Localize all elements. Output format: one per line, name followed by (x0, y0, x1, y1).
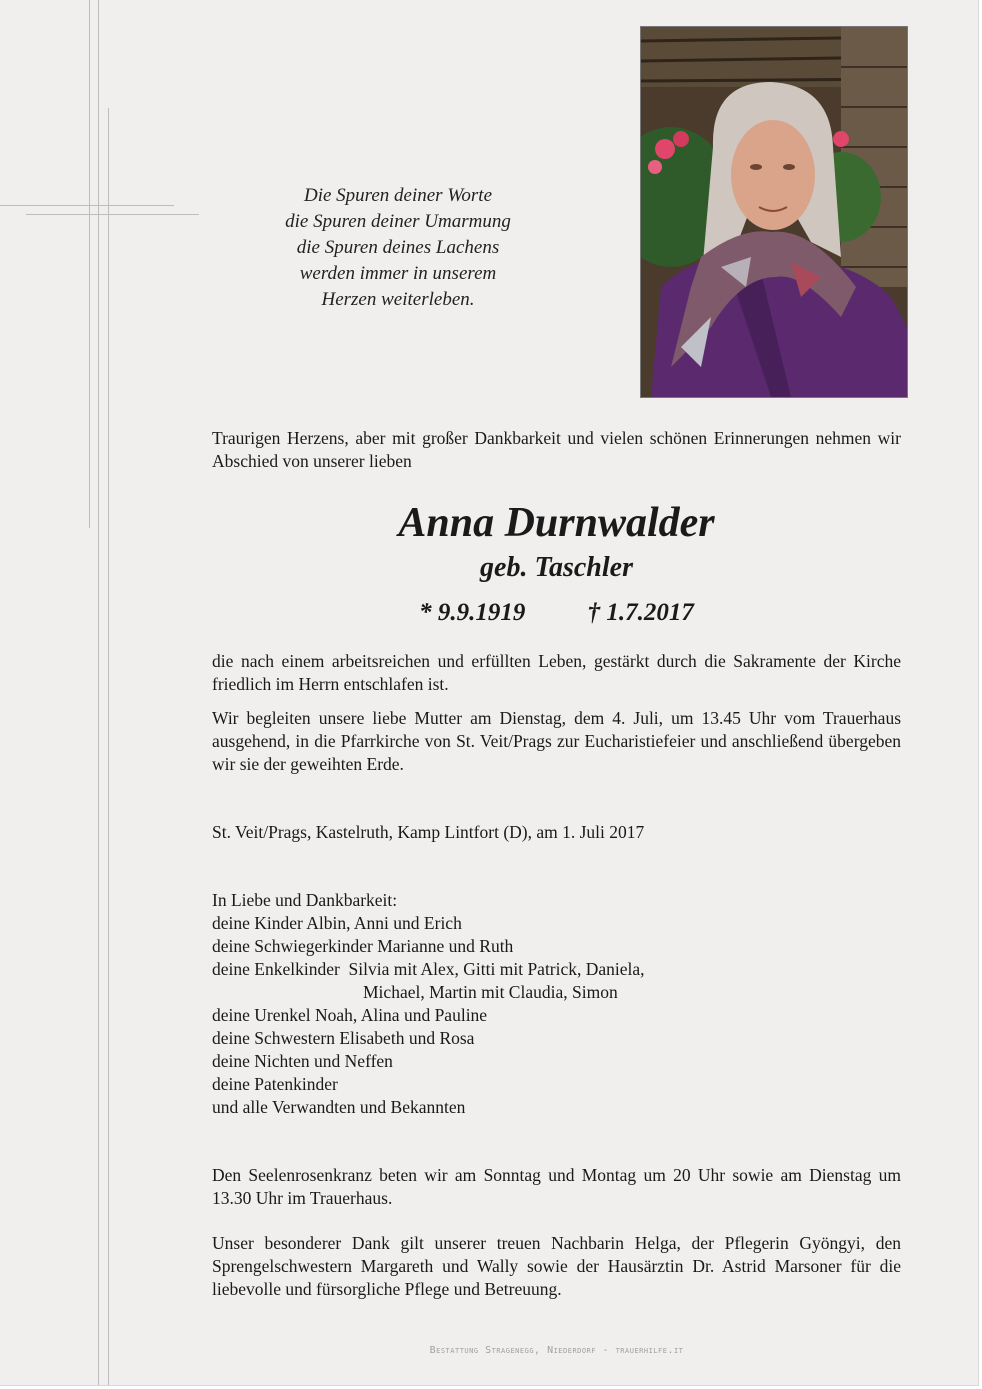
funeral-text: Wir begleiten unsere liebe Mutter am Dienstag, dem 4. Juli, um 13.45 Uhr vom Trauerhaus ausgehend, in die Pfarrkirche von St. Veit/Prags zur Eucharistiefeier und anschließend übergeben wir sie der geweihten Erde. (212, 708, 901, 774)
deceased-name: Anna Durnwalder (398, 500, 715, 546)
intro-text: Traurigen Herzens, aber mit großer Dankbarkeit und vielen schönen Erinnerungen nehmen wir Abschied von unserer lieben (212, 428, 901, 471)
thanks-text: Unser besonderer Dank gilt unserer treuen Nachbarin Helga, der Pflegerin Gyöngyi, den Sprengelschwestern Margareth und Wally sowie der Hausärztin Dr. Astrid Marsoner für die liebevolle und fürsorgliche Pflege und Betreuung. (212, 1233, 901, 1299)
mourner-line: Michael, Martin mit Claudia, Simon (363, 982, 618, 1002)
poem-line: die Spuren deiner Umarmung (285, 211, 511, 232)
mourner-line: deine Enkelkinder Silvia mit Alex, Gitti mit Patrick, Daniela, (212, 959, 645, 979)
poem-line: werden immer in unserem (299, 263, 497, 284)
mourner-line: deine Urenkel Noah, Alina und Pauline (212, 1005, 488, 1025)
cross-line (98, 0, 99, 1385)
cross-line (26, 214, 199, 215)
cross-line (108, 108, 109, 1385)
mourner-line: deine Schwestern Elisabeth und Rosa (212, 1028, 475, 1048)
poem-line: Die Spuren deiner Worte (303, 185, 493, 206)
passing-text: die nach einem arbeitsreichen und erfüllten Leben, gestärkt durch die Sakramente der Kirche friedlich im Herrn entschlafen ist. (212, 651, 901, 694)
cross-line (0, 205, 174, 206)
rosary-text: Den Seelenrosenkranz beten wir am Sonntag und Montag um 20 Uhr sowie am Dienstag um 13.30 Uhr im Trauerhaus. (212, 1165, 901, 1208)
poem-line: die Spuren deines Lachens (296, 237, 500, 258)
poem-line: Herzen weiterleben. (321, 289, 475, 310)
birth-date: * 9.9.1919 (419, 599, 526, 626)
funeral-home-footer: Bestattung Stragenegg, Niederdorf - trauerhilfe.it (429, 1345, 684, 1356)
mourners-heading: In Liebe und Dankbarkeit: (212, 890, 398, 910)
place-date: St. Veit/Prags, Kastelruth, Kamp Lintfort (D), am 1. Juli 2017 (212, 822, 645, 842)
portrait-photo (640, 26, 908, 398)
mourner-line: deine Schwiegerkinder Marianne und Ruth (212, 936, 514, 956)
maiden-name: geb. Taschler (480, 552, 633, 583)
death-date: † 1.7.2017 (587, 599, 694, 626)
mourner-line: deine Nichten und Neffen (212, 1051, 393, 1071)
mourner-line: deine Kinder Albin, Anni und Erich (212, 913, 462, 933)
mourner-line: und alle Verwandten und Bekannten (212, 1097, 466, 1117)
mourners-list (212, 889, 645, 1119)
mourner-line: deine Patenkinder (212, 1074, 338, 1094)
life-dates (212, 597, 901, 629)
memorial-poem (236, 183, 560, 313)
cross-line (89, 0, 90, 528)
